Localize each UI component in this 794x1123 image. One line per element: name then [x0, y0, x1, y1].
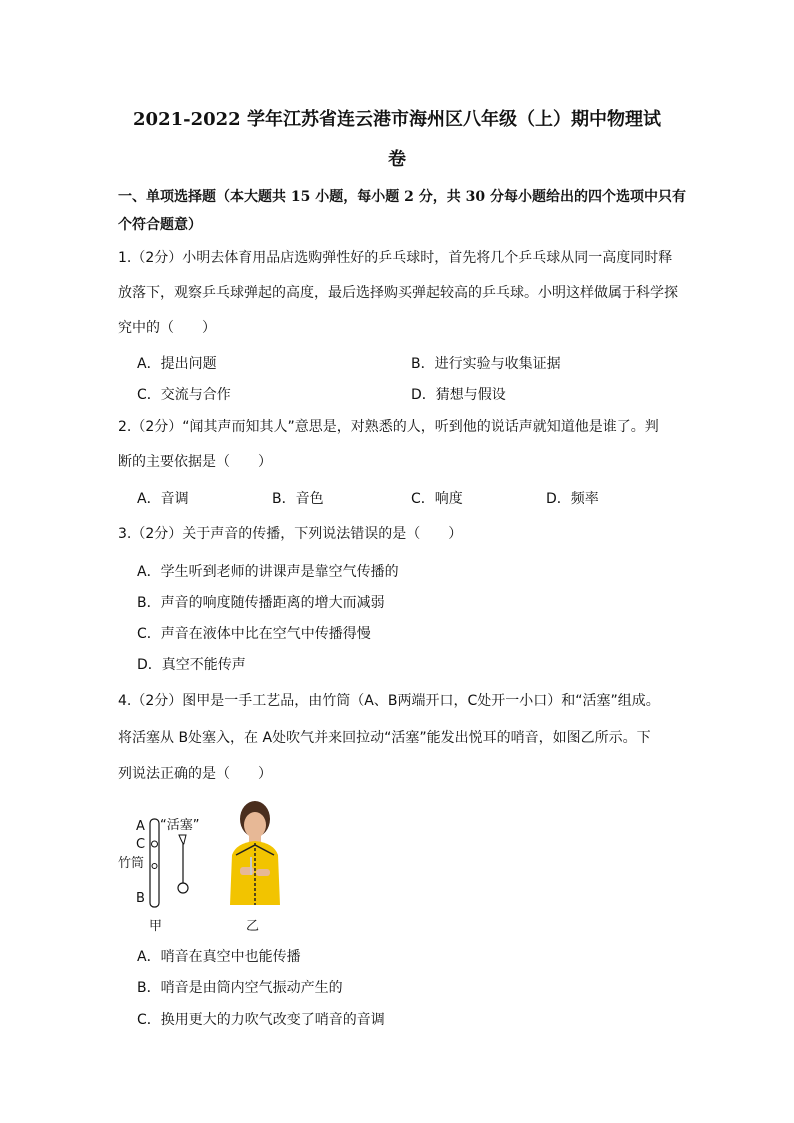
q2-option-d: D．频率 — [546, 491, 599, 507]
girl-illustration — [230, 801, 280, 905]
section-heading — [118, 183, 688, 239]
q1-option-c: C．交流与合作 — [137, 387, 231, 403]
caption-yi: 乙 — [246, 919, 260, 934]
q1-stem-line-3: 究中的（ ） — [118, 320, 216, 336]
page-title: 2021-2022 学年江苏省连云港市海州区八年级（上）期中物理试 — [133, 109, 661, 130]
q4-option-c: C．换用更大的力吹气改变了哨音的音调 — [137, 1012, 385, 1028]
q1-option-a: A．提出问题 — [137, 356, 217, 372]
q3-option-c: C．声音在液体中比在空气中传播得慢 — [137, 626, 371, 642]
page-title-continued: 卷 — [388, 149, 406, 170]
piston-head — [179, 835, 186, 844]
q3-option-a: A．学生听到老师的讲课声是靠空气传播的 — [137, 564, 399, 580]
tube-hole — [152, 864, 157, 869]
piston-ring — [178, 883, 188, 893]
q3-option-b: B．声音的响度随传播距离的增大而减弱 — [137, 595, 385, 611]
q1-option-d: D．猜想与假设 — [411, 387, 506, 403]
q2-stem-line-2: 断的主要依据是（ ） — [118, 454, 272, 470]
q4-option-a: A．哨音在真空中也能传播 — [137, 949, 301, 965]
label-tube: 竹筒 — [118, 856, 145, 871]
q1-stem-line-1: 1.（2分）小明去体育用品店选购弹性好的乒乓球时，首先将几个乒乓球从同一高度同时释 — [118, 250, 673, 266]
q4-stem-line-3: 列说法正确的是（ ） — [118, 766, 272, 782]
q1-option-b: B．进行实验与收集证据 — [411, 356, 561, 372]
q4-stem-line-1: 4.（2分）图甲是一手工艺品，由竹筒（A、B两端开口，C处开一小口）和“活塞”组成。 — [118, 693, 660, 709]
section-heading-line-1: 一、单项选择题（本大题共 15 小题，每小题 2 分，共 30 分每小题给出的四个选项中只有 — [118, 189, 686, 205]
q2-option-a: A．音调 — [137, 491, 189, 507]
label-piston: “活塞” — [160, 818, 200, 833]
section-heading-line-2: 个符合题意） — [118, 217, 202, 233]
q4-figure — [118, 795, 318, 940]
label-a: A — [136, 819, 145, 834]
tube-hole-c — [152, 841, 158, 847]
q4-stem-line-2: 将活塞从 B处塞入，在 A处吹气并来回拉动“活塞”能发出悦耳的哨音，如图乙所示。下 — [118, 730, 651, 746]
q1-stem-line-2: 放落下，观察乒乓球弹起的高度，最后选择购买弹起较高的乒乓球。小明这样做属于科学探 — [118, 285, 678, 301]
q4-option-b: B．哨音是由筒内空气振动产生的 — [137, 980, 343, 996]
q3-stem-line-1: 3.（2分）关于声音的传播，下列说法错误的是（ ） — [118, 526, 463, 542]
caption-jia: 甲 — [149, 919, 163, 934]
q2-option-b: B．音色 — [272, 491, 324, 507]
label-c: C — [136, 837, 146, 852]
q2-stem-line-1: 2.（2分）“闻其声而知其人”意思是，对熟悉的人，听到他的说话声就知道他是谁了。判 — [118, 419, 659, 435]
label-b: B — [136, 891, 145, 906]
q3-option-d: D．真空不能传声 — [137, 657, 246, 673]
q2-option-c: C．响度 — [411, 491, 463, 507]
